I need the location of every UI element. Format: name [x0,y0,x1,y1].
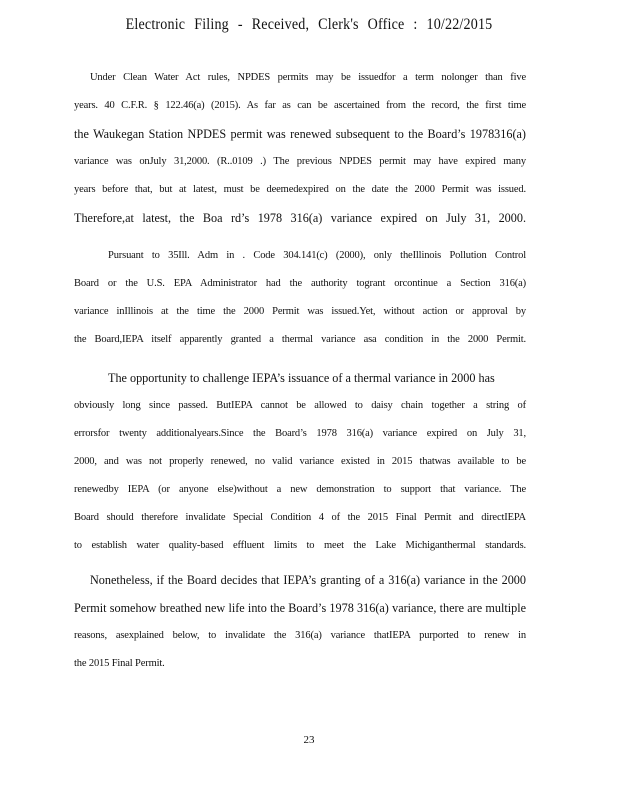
text-line: Permit somehow breathed new life into the Board’s 1978 316(a) variance, there are multiple [74,601,526,615]
paragraph-4 [74,566,526,678]
text-line: years. 40 C.F.R. § 122.46(a) (2015). As far as can be ascertained from the record, the first time [74,100,526,111]
filing-header: Electronic Filing - Received, Clerk's Office : 10/22/2015 [125,16,493,33]
text-line: Pursuant to 35Ill. Adm in . Code 304.141(c) (2000), only theIllinois Pollution Control [108,250,526,261]
text-line: reasons, asexplained below, to invalidate the 316(a) variance thatIEPA purported to renew in [74,630,526,641]
paragraph-3 [74,364,526,560]
text-line: The opportunity to challenge IEPA’s issuance of a thermal variance in 2000 has [108,371,495,385]
text-line: Board should therefore invalidate Special Condition 4 of the 2015 Final Permit and directIEPA [74,512,526,523]
text-line: Therefore,at latest, the Boa rd’s 1978 316(a) variance expired on July 31, 2000. [74,211,526,225]
text-line: errorsfor twenty additionalyears.Since the Board’s 1978 316(a) variance expired on July 31, [74,428,526,439]
text-line: the Board,IEPA itself apparently granted a thermal variance asa condition in the 2000 Permit. [74,334,526,345]
text-line: Nonetheless, if the Board decides that IEPA’s granting of a 316(a) variance in the 2000 [90,573,526,587]
paragraph-1 [74,64,526,232]
paragraph-2 [74,242,526,354]
text-line: to establish water quality-based effluent limits to meet the Lake Michiganthermal standards. [74,540,526,551]
text-line: variance was onJuly 31,2000. (R..0109 .) The previous NPDES permit may have expired many [74,156,526,167]
text-line: obviously long since passed. ButIEPA cannot be allowed to daisy chain together a string of [74,400,526,411]
text-line: years before that, but at latest, must be deemedexpired on the date the 2000 Permit was issued. [74,184,526,195]
text-line: 2000, and was not properly renewed, no valid variance existed in 2015 thatwas available to be [74,456,526,467]
text-line: renewedby IEPA (or anyone else)without a new demonstration to support that variance. The [74,484,526,495]
text-line: the 2015 Final Permit. [74,658,165,669]
text-line: variance inIllinois at the time the 2000 Permit was issued.Yet, without action or approval by [74,306,526,317]
text-line: Board or the U.S. EPA Administrator had the authority togrant orcontinue a Section 316(a) [74,278,526,289]
text-line: Under Clean Water Act rules, NPDES permits may be issuedfor a term nolonger than five [90,72,526,83]
page-number: 23 [303,734,315,746]
text-line: the Waukegan Station NPDES permit was renewed subsequent to the Board’s 1978316(a) [74,127,526,141]
